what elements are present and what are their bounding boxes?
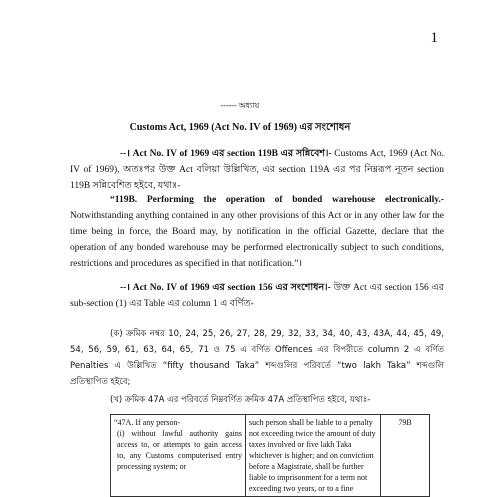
- penalty-cell: such person shall be liable to a penalty not exceeding twice the amount of duty taxes involved or five lakh Taka whichever is higher; and on conviction before a Magistrate, shall be further liable to imprisonment for a term not exceeding two years, or to a fine: [246, 415, 381, 497]
- offence-cell: [111, 415, 246, 497]
- clause-ka: (ক) ক্রমিক নম্বর 10, 24, 25, 26, 27, 28, 29, 32, 33, 34, 40, 43, 43A, 44, 45, 49, 54, 56, 59, 61, 63, 64, 65, 71 ও 75 এ বর্ণিত Offences এর বিপরীতে column 2 এ বর্ণিত Penalties এ উল্লিখিত “fifty thousand Taka” শব্দগুলির পরিবর্তে “two lakh Taka” শব্দগুলি প্রতিস্থাপিত হইবে;: [70, 329, 444, 387]
- section-ref-cell: 79B: [381, 415, 430, 497]
- paragraph-section-119b-insertion: [70, 146, 444, 194]
- offence-text: (i) without lawful authority gains access to, or attempts to gain access to, any Customs computerised entry processing system; or: [117, 429, 242, 471]
- page-number: 1: [430, 30, 438, 46]
- paragraph-section-156-amendment: [70, 280, 444, 312]
- paragraph-body: Customs Act, 1969 (Act No. IV of 1969), অতঃপর উক্ত Act বলিয়া উল্লিখিত, এর section 119A এর পর নিম্নরূপ নূতন section 119B সন্নিবেশিত হইবে, যথাঃ-: [70, 149, 444, 191]
- paragraph-lead: “119B. Performing the operation of bonded warehouse electronically.-: [110, 195, 444, 205]
- clause-kha: (খ) ক্রমিক 47A এর পরিবর্তে নিম্নবর্ণিত ক্রমিক 47A প্রতিস্থাপিত হইবে, যথাঃ-: [110, 395, 371, 405]
- paragraph-body: Notwithstanding anything contained in any other provisions of this Act or in any other law for the time being in force, the Board may, by notification in the official Gazette, declare that the operation of any bonded warehouse may be performed electronically subject to such conditions, restrictions and procedures as specified in that notification.”।: [70, 211, 444, 269]
- paragraph-lead: --। Act No. IV of 1969 এর section 119B এর সন্নিবেশ।-: [120, 149, 332, 159]
- paragraph-body: উক্ত Act এর section 156 এর sub-section (1) এর Table এর column 1 এ বর্ণিত-: [70, 283, 444, 309]
- section-title: Customs Act, 1969 (Act No. IV of 1969) এর সংশোধন: [129, 122, 351, 133]
- table-row: [111, 415, 430, 497]
- chapter-heading: ------ অধ্যায়: [220, 101, 260, 110]
- paragraph-lead: --। Act No. IV of 1969 এর section 156 এর সংশোধন।-: [120, 283, 331, 293]
- amendment-table: [110, 414, 430, 497]
- paragraph-119b-text: [70, 192, 444, 272]
- offence-heading: “47A. If any person-: [114, 418, 181, 427]
